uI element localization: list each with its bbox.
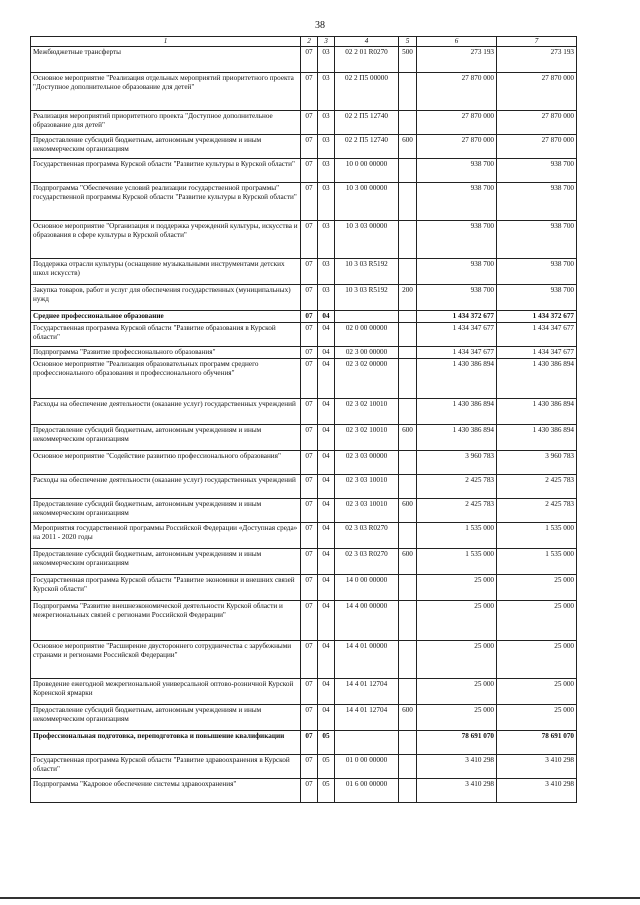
row-name-cell: Предоставление субсидий бюджетным, автономным учреждениям и иным некоммерческим организациям (31, 134, 301, 158)
subsection-code-cell: 04 (318, 678, 335, 704)
section-code-cell: 07 (301, 498, 318, 522)
target-article-cell: 14 0 00 00000 (335, 574, 399, 600)
section-code-cell: 07 (301, 72, 318, 110)
table-row (31, 46, 577, 72)
section-code-cell: 07 (301, 134, 318, 158)
section-code-cell: 07 (301, 182, 318, 220)
subsection-code-cell: 04 (318, 600, 335, 640)
table-row (31, 322, 577, 346)
amount-col7-cell: 3 410 298 (497, 754, 577, 778)
amount-col6-cell: 938 700 (417, 220, 497, 258)
table-row (31, 474, 577, 498)
expense-type-cell (399, 110, 417, 134)
row-name-cell: Расходы на обеспечение деятельности (оказание услуг) государственных учреждений (31, 398, 301, 424)
subsection-code-cell: 04 (318, 522, 335, 548)
amount-col6-cell: 1 535 000 (417, 522, 497, 548)
subsection-code-cell: 04 (318, 322, 335, 346)
amount-col6-cell: 3 410 298 (417, 778, 497, 802)
amount-col7-cell: 1 434 347 677 (497, 322, 577, 346)
section-code-cell: 07 (301, 358, 318, 398)
subsection-code-cell: 04 (318, 498, 335, 522)
page-number: 38 (315, 20, 325, 31)
amount-col6-cell: 2 425 783 (417, 474, 497, 498)
subsection-code-cell: 04 (318, 310, 335, 322)
row-name-cell: Межбюджетные трансферты (31, 46, 301, 72)
amount-col7-cell: 938 700 (497, 158, 577, 182)
expense-type-cell: 500 (399, 46, 417, 72)
expense-type-cell (399, 474, 417, 498)
amount-col7-cell: 25 000 (497, 704, 577, 730)
target-article-cell: 01 0 00 00000 (335, 754, 399, 778)
subsection-code-cell: 04 (318, 574, 335, 600)
section-code-cell: 07 (301, 398, 318, 424)
amount-col6-cell: 25 000 (417, 574, 497, 600)
amount-col7-cell: 3 960 783 (497, 450, 577, 474)
amount-col7-cell: 1 430 386 894 (497, 358, 577, 398)
row-name-cell: Государственная программа Курской области "Развитие культуры в Курской области" (31, 158, 301, 182)
amount-col6-cell: 1 430 386 894 (417, 358, 497, 398)
subsection-code-cell: 04 (318, 704, 335, 730)
expense-type-cell (399, 600, 417, 640)
table-row (31, 522, 577, 548)
amount-col6-cell: 1 434 372 677 (417, 310, 497, 322)
subsection-code-cell: 03 (318, 110, 335, 134)
amount-col7-cell: 1 535 000 (497, 548, 577, 574)
target-article-cell: 02 3 03 10010 (335, 498, 399, 522)
row-name-cell: Мероприятия государственной программы Российской Федерации «Доступная среда» на 2011 - 2020 годы (31, 522, 301, 548)
expense-type-cell (399, 522, 417, 548)
amount-col6-cell: 1 430 386 894 (417, 424, 497, 450)
expense-type-cell (399, 358, 417, 398)
target-article-cell: 02 3 02 00000 (335, 358, 399, 398)
target-article-cell: 02 3 03 00000 (335, 450, 399, 474)
subsection-code-cell: 04 (318, 474, 335, 498)
subsection-code-cell: 03 (318, 72, 335, 110)
target-article-cell: 02 3 03 10010 (335, 474, 399, 498)
amount-col6-cell: 938 700 (417, 258, 497, 284)
amount-col6-cell: 1 434 347 677 (417, 346, 497, 358)
amount-col7-cell: 1 430 386 894 (497, 398, 577, 424)
amount-col6-cell: 1 430 386 894 (417, 398, 497, 424)
section-code-cell: 07 (301, 678, 318, 704)
target-article-cell: 10 3 03 00000 (335, 220, 399, 258)
expense-type-cell: 600 (399, 134, 417, 158)
table-row (31, 704, 577, 730)
column-header: 3 (318, 37, 335, 47)
subsection-code-cell: 04 (318, 548, 335, 574)
subsection-code-cell: 03 (318, 258, 335, 284)
amount-col7-cell: 25 000 (497, 574, 577, 600)
row-name-cell: Подпрограмма "Обеспечение условий реализации государственной программы" государственной программы Курской области "Развитие культуры в Курской области" (31, 182, 301, 220)
subsection-code-cell: 04 (318, 398, 335, 424)
target-article-cell: 10 3 03 R5192 (335, 258, 399, 284)
table-row (31, 134, 577, 158)
amount-col7-cell: 938 700 (497, 284, 577, 310)
section-code-cell: 07 (301, 600, 318, 640)
amount-col7-cell: 938 700 (497, 220, 577, 258)
row-name-cell: Расходы на обеспечение деятельности (оказание услуг) государственных учреждений (31, 474, 301, 498)
section-code-cell: 07 (301, 424, 318, 450)
table-row (31, 548, 577, 574)
expense-type-cell (399, 754, 417, 778)
amount-col6-cell: 938 700 (417, 284, 497, 310)
scan-bottom-edge (0, 897, 640, 899)
target-article-cell: 02 3 02 10010 (335, 398, 399, 424)
row-name-cell: Основное мероприятие "Реализация образовательных программ среднего профессионального образования и профессионального обучения" (31, 358, 301, 398)
row-name-cell: Проведение ежегодной межрегиональной универсальной оптово-розничной Курской Коренской ярмарки (31, 678, 301, 704)
amount-col7-cell: 27 870 000 (497, 72, 577, 110)
table-row (31, 424, 577, 450)
amount-col7-cell: 273 193 (497, 46, 577, 72)
target-article-cell: 02 0 00 00000 (335, 322, 399, 346)
subsection-code-cell: 03 (318, 158, 335, 182)
row-name-cell: Государственная программа Курской области "Развитие экономики и внешних связей Курской области" (31, 574, 301, 600)
table-row (31, 346, 577, 358)
table-row (31, 220, 577, 258)
expense-type-cell: 600 (399, 704, 417, 730)
target-article-cell: 02 3 02 10010 (335, 424, 399, 450)
amount-col7-cell: 1 535 000 (497, 522, 577, 548)
table-row (31, 310, 577, 322)
expense-type-cell (399, 678, 417, 704)
target-article-cell: 14 4 00 00000 (335, 600, 399, 640)
subsection-code-cell: 03 (318, 134, 335, 158)
table-row (31, 72, 577, 110)
expense-type-cell (399, 322, 417, 346)
amount-col6-cell: 78 691 070 (417, 730, 497, 754)
amount-col6-cell: 3 960 783 (417, 450, 497, 474)
amount-col7-cell: 78 691 070 (497, 730, 577, 754)
expense-type-cell (399, 258, 417, 284)
row-name-cell: Закупка товаров, работ и услуг для обеспечения государственных (муниципальных) нужд (31, 284, 301, 310)
subsection-code-cell: 05 (318, 730, 335, 754)
section-code-cell: 07 (301, 730, 318, 754)
row-name-cell: Основное мероприятие "Расширение двустороннего сотрудничества с зарубежными странами и регионами Российской Федерации" (31, 640, 301, 678)
column-number-row (31, 37, 577, 47)
table-row (31, 284, 577, 310)
section-code-cell: 07 (301, 704, 318, 730)
amount-col6-cell: 27 870 000 (417, 110, 497, 134)
subsection-code-cell: 05 (318, 754, 335, 778)
section-code-cell: 07 (301, 522, 318, 548)
subsection-code-cell: 03 (318, 46, 335, 72)
target-article-cell: 02 3 03 R0270 (335, 522, 399, 548)
target-article-cell (335, 730, 399, 754)
section-code-cell: 07 (301, 778, 318, 802)
table-row (31, 158, 577, 182)
column-header: 4 (335, 37, 399, 47)
table-row (31, 258, 577, 284)
section-code-cell: 07 (301, 258, 318, 284)
row-name-cell: Основное мероприятие "Реализация отдельных мероприятий приоритетного проекта "Доступное дополнительное образование для детей" (31, 72, 301, 110)
row-name-cell: Предоставление субсидий бюджетным, автономным учреждениям и иным некоммерческим организациям (31, 424, 301, 450)
section-code-cell: 07 (301, 110, 318, 134)
amount-col6-cell: 938 700 (417, 182, 497, 220)
amount-col6-cell: 2 425 783 (417, 498, 497, 522)
amount-col6-cell: 25 000 (417, 678, 497, 704)
column-header: 1 (31, 37, 301, 47)
expense-type-cell: 200 (399, 284, 417, 310)
table-row (31, 640, 577, 678)
section-code-cell: 07 (301, 46, 318, 72)
amount-col7-cell: 2 425 783 (497, 498, 577, 522)
section-code-cell: 07 (301, 346, 318, 358)
row-name-cell: Подпрограмма "Кадровое обеспечение системы здравоохранения" (31, 778, 301, 802)
table-row (31, 110, 577, 134)
section-code-cell: 07 (301, 548, 318, 574)
target-article-cell (335, 310, 399, 322)
subsection-code-cell: 03 (318, 220, 335, 258)
section-code-cell: 07 (301, 284, 318, 310)
expense-type-cell (399, 72, 417, 110)
section-code-cell: 07 (301, 310, 318, 322)
row-name-cell: Государственная программа Курской области "Развитие образования в Курской области" (31, 322, 301, 346)
expense-type-cell (399, 730, 417, 754)
column-header: 7 (497, 37, 577, 47)
amount-col7-cell: 27 870 000 (497, 110, 577, 134)
expense-type-cell (399, 182, 417, 220)
table-row (31, 358, 577, 398)
section-code-cell: 07 (301, 158, 318, 182)
target-article-cell: 02 3 00 00000 (335, 346, 399, 358)
table-row (31, 498, 577, 522)
expense-type-cell: 600 (399, 424, 417, 450)
amount-col6-cell: 938 700 (417, 158, 497, 182)
row-name-cell: Подпрограмма "Развитие профессионального образования" (31, 346, 301, 358)
table-row (31, 754, 577, 778)
budget-table (30, 36, 577, 803)
section-code-cell: 07 (301, 640, 318, 678)
expense-type-cell (399, 158, 417, 182)
subsection-code-cell: 03 (318, 182, 335, 220)
amount-col6-cell: 1 434 347 677 (417, 322, 497, 346)
expense-type-cell (399, 346, 417, 358)
expense-type-cell (399, 398, 417, 424)
subsection-code-cell: 04 (318, 346, 335, 358)
amount-col6-cell: 1 535 000 (417, 548, 497, 574)
target-article-cell: 02 2 П5 00000 (335, 72, 399, 110)
target-article-cell: 01 6 00 00000 (335, 778, 399, 802)
section-code-cell: 07 (301, 450, 318, 474)
subsection-code-cell: 03 (318, 284, 335, 310)
table-row (31, 182, 577, 220)
target-article-cell: 10 0 00 00000 (335, 158, 399, 182)
subsection-code-cell: 04 (318, 450, 335, 474)
row-name-cell: Основное мероприятие "Содействие развитию профессионального образования" (31, 450, 301, 474)
target-article-cell: 14 4 01 00000 (335, 640, 399, 678)
amount-col7-cell: 1 430 386 894 (497, 424, 577, 450)
amount-col7-cell: 27 870 000 (497, 134, 577, 158)
subsection-code-cell: 05 (318, 778, 335, 802)
row-name-cell: Предоставление субсидий бюджетным, автономным учреждениям и иным некоммерческим организациям (31, 704, 301, 730)
amount-col7-cell: 25 000 (497, 640, 577, 678)
amount-col7-cell: 1 434 372 677 (497, 310, 577, 322)
section-code-cell: 07 (301, 220, 318, 258)
amount-col6-cell: 3 410 298 (417, 754, 497, 778)
row-name-cell: Предоставление субсидий бюджетным, автономным учреждениям и иным некоммерческим организациям (31, 498, 301, 522)
section-code-cell: 07 (301, 322, 318, 346)
table-row (31, 574, 577, 600)
expense-type-cell: 600 (399, 548, 417, 574)
table-row (31, 730, 577, 754)
table-row (31, 600, 577, 640)
subsection-code-cell: 04 (318, 424, 335, 450)
amount-col6-cell: 25 000 (417, 600, 497, 640)
target-article-cell: 14 4 01 12704 (335, 704, 399, 730)
row-name-cell: Среднее профессиональное образование (31, 310, 301, 322)
table-row (31, 450, 577, 474)
row-name-cell: Подпрограмма "Развитие внешнеэкономической деятельности Курской области и межрегиональных связей с регионами Российской Федерации" (31, 600, 301, 640)
section-code-cell: 07 (301, 754, 318, 778)
target-article-cell: 14 4 01 12704 (335, 678, 399, 704)
table-row (31, 398, 577, 424)
expense-type-cell (399, 574, 417, 600)
row-name-cell: Поддержка отрасли культуры (оснащение музыкальными инструментами детских школ искусств) (31, 258, 301, 284)
table-row (31, 678, 577, 704)
amount-col7-cell: 938 700 (497, 258, 577, 284)
amount-col6-cell: 25 000 (417, 640, 497, 678)
expense-type-cell (399, 778, 417, 802)
expense-type-cell (399, 450, 417, 474)
column-header: 6 (417, 37, 497, 47)
amount-col7-cell: 25 000 (497, 600, 577, 640)
row-name-cell: Государственная программа Курской области "Развитие здравоохранения в Курской области" (31, 754, 301, 778)
amount-col7-cell: 2 425 783 (497, 474, 577, 498)
subsection-code-cell: 04 (318, 640, 335, 678)
target-article-cell: 02 3 03 R0270 (335, 548, 399, 574)
amount-col6-cell: 27 870 000 (417, 134, 497, 158)
expense-type-cell (399, 310, 417, 322)
section-code-cell: 07 (301, 574, 318, 600)
target-article-cell: 02 2 01 R0270 (335, 46, 399, 72)
target-article-cell: 10 3 00 00000 (335, 182, 399, 220)
amount-col7-cell: 3 410 298 (497, 778, 577, 802)
target-article-cell: 02 2 П5 12740 (335, 110, 399, 134)
expense-type-cell (399, 220, 417, 258)
amount-col7-cell: 938 700 (497, 182, 577, 220)
amount-col7-cell: 25 000 (497, 678, 577, 704)
section-code-cell: 07 (301, 474, 318, 498)
column-header: 2 (301, 37, 318, 47)
table-row (31, 778, 577, 802)
amount-col6-cell: 27 870 000 (417, 72, 497, 110)
row-name-cell: Профессиональная подготовка, переподготовка и повышение квалификации (31, 730, 301, 754)
column-header: 5 (399, 37, 417, 47)
row-name-cell: Предоставление субсидий бюджетным, автономным учреждениям и иным некоммерческим организациям (31, 548, 301, 574)
amount-col6-cell: 25 000 (417, 704, 497, 730)
expense-type-cell: 600 (399, 498, 417, 522)
row-name-cell: Основное мероприятие "Организация и поддержка учреждений культуры, искусства и образования в сфере культуры в Курской области" (31, 220, 301, 258)
subsection-code-cell: 04 (318, 358, 335, 398)
row-name-cell: Реализация мероприятий приоритетного проекта "Доступное дополнительное образование для детей" (31, 110, 301, 134)
expense-type-cell (399, 640, 417, 678)
target-article-cell: 02 2 П5 12740 (335, 134, 399, 158)
target-article-cell: 10 3 03 R5192 (335, 284, 399, 310)
amount-col6-cell: 273 193 (417, 46, 497, 72)
amount-col7-cell: 1 434 347 677 (497, 346, 577, 358)
